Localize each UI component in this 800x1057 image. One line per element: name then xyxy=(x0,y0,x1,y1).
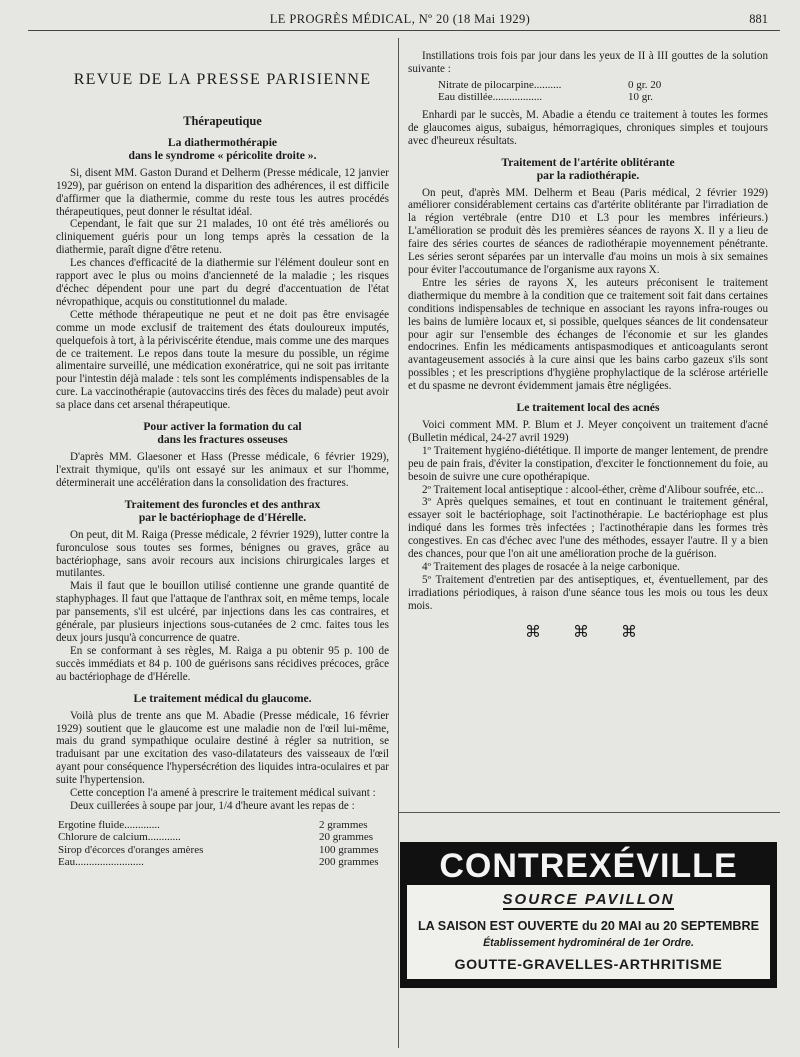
paragraph: 1º Traitement hygiéno-diététique. Il importe de manger lentement, de prendre peu de pain frais, d'éviter la constipation, d'exciter le fonctionnement du foie, au besoin de suivre une cure opothérapique. xyxy=(408,444,768,483)
article-title-line: La diathermothérapie xyxy=(167,135,278,149)
paragraph: Voici comment MM. P. Blum et J. Meyer conçoivent un traitement d'acné (Bulletin médical, 24-27 avril 1929) xyxy=(408,419,768,444)
column-divider xyxy=(398,38,399,1048)
drug-dose: 2 grammes xyxy=(319,818,368,831)
advert-season: LA SAISON EST OUVERTE du 20 MAI au 20 SEPTEMBRE xyxy=(417,919,760,933)
paragraph: On peut, d'après MM. Delherm et Beau (Paris médical, 2 février 1929) améliorer considérablement certains cas d'artérite oblitérante par l'irradiation de la région vertébrale (entre D10 et L3 pour les membres inférieurs.) L'amélioration se produit dès les premières séances de rayons X. Il y a lieu de faire des séries courtes de séances de radiothérapie moyennement pénétrante. Les séries seront séparées par un intervalle d'au moins un mois à six semaines pour éviter l'accoutumance de l'organisme aux rayons X. xyxy=(408,186,768,276)
prescription-table xyxy=(58,819,389,869)
paragraph: Cette méthode thérapeutique ne peut et ne doit pas être envisagée comme un mode exclusif de traitement des états douloureux imputés, quelquefois à tort, à la périviscérite étendue, mais comme une des marques de ce traitement. Le repos dans toute la mesure du possible, un régime alimentaire surveillé, une médication exonératrice, qui ne soit pas irritante pour l'intestin déjà malade : tels sont les compléments indispensables de la cure. La vaccinothérapie (autovaccins tirés des fèces du malade) peut avoir sa place dans cet arsenal thérapeutique. xyxy=(56,308,389,412)
advert-source xyxy=(407,891,770,908)
paragraph: Mais il faut que le bouillon utilisé contienne une grande quantité de staphyphages. Il faut que l'attaque de l'anthrax soit, en même temps, locale par pansements, s'il est ulcéré, par injections dans les cas contraires, et générale, par plusieurs injections sous-cutanées de 2 cmc. faites tous les deux jours jusqu'à concurrence de quatre. xyxy=(56,580,389,644)
drug-name: Ergotine fluide............. xyxy=(58,818,160,831)
article-title-acnes xyxy=(408,401,768,414)
article-title-line: Traitement de l'artérite oblitérante xyxy=(501,155,675,169)
advert-rule xyxy=(398,812,780,813)
paragraph: Instillations trois fois par jour dans les yeux de II à III gouttes de la solution suivante : xyxy=(408,50,768,75)
paragraph: D'après MM. Glaesoner et Hass (Presse médicale, 6 février 1929), l'extrait thymique, qu'ils ont essayé sur les animaux et sur l'homme, déterminerait une accélération dans la consolidation des fractures. xyxy=(56,451,389,489)
advert-establishment: Établissement hydrominéral de 1er Ordre. xyxy=(483,937,694,949)
article-title-furoncles xyxy=(56,498,389,524)
right-column xyxy=(408,50,768,640)
article-title-line: par le bactériophage de d'Hérelle. xyxy=(138,510,307,524)
drug-name: Nitrate de pilocarpine.......... xyxy=(438,78,562,91)
revue-title: REVUE DE LA PRESSE PARISIENNE xyxy=(73,71,372,88)
drug-dose: 20 grammes xyxy=(319,831,374,844)
paragraph: Deux cuillerées à soupe par jour, 1/4 d'heure avant les repas de : xyxy=(70,799,355,812)
paragraph: Les chances d'efficacité de la diathermie sur l'élément douleur sont en rapport avec le plus ou moins d'ancienneté de la maladie ; les risques d'échec dépendent pour une part du degré d'accentuation de l'état névropathique, acquis ou constitutionnel du malade. xyxy=(56,257,389,308)
drug-name: Eau......................... xyxy=(58,856,144,869)
paragraph: Enhardi par le succès, M. Abadie a étendu ce traitement à toutes les formes de glaucomes aigus, subaigus, hémorragiques, chroniques simples et toujours avec d'heureux résultats. xyxy=(408,108,768,147)
paragraph: 3º Après quelques semaines, et tout en continuant le traitement général, essayer soit le bactériophage, soit l'actinothérapie. Le bactériophage est plus indiqué dans les formes très infectées ; l'actinothérapie dans les formes très congestives. En cas d'échec avec l'une des méthodes, essayer l'autre. Il y a bien des chances, pour que l'on ait une amélioration proche de la guérison. xyxy=(408,496,768,561)
left-column xyxy=(56,42,389,869)
article-title-glaucome xyxy=(56,692,389,705)
prescription-row xyxy=(58,831,389,844)
paragraph: 4º Traitement des plages de rosacée à la neige carbonique. xyxy=(422,561,680,573)
contrexeville-advert xyxy=(400,842,777,988)
article-title-diathermie xyxy=(56,136,389,162)
paragraph: 2º Traitement local antiseptique : alcool-éther, crème d'Alibour soufrée, etc... xyxy=(422,483,764,496)
solution-row xyxy=(438,91,698,104)
paragraph: Si, disent MM. Gaston Durand et Delherm (Presse médicale, 12 janvier 1929), par guérison on entend la disparition des adhérences, il est difficile d'affirmer que la diathermie, comme du reste tous les autres procédés thérapeutiques, peut donner le résultat idéal. xyxy=(56,166,389,218)
prescription-row xyxy=(58,856,389,869)
paragraph: 5º Traitement d'entretien par des antiseptiques, et, éventuellement, par des irradiations périodiques, à raison d'une séance tous les mois ou tous les deux mois. xyxy=(408,573,768,612)
article-title-line: par la radiothérapie. xyxy=(536,168,640,182)
paragraph: Cependant, le fait que sur 21 malades, 10 ont été très améliorés ou cliniquement guéris pour un long temps après la cessation de la diathermie, paraît digne d'être retenu. xyxy=(56,218,389,257)
advert-brand: CONTREXÉVILLE xyxy=(439,847,738,885)
running-header xyxy=(0,6,800,32)
drug-name: Eau distillée.................. xyxy=(438,91,543,104)
drug-name: Sirop d'écorces d'oranges amères xyxy=(58,843,204,856)
article-title-fractures xyxy=(56,420,389,446)
article-title-line: dans le syndrome « péricolite droite ». xyxy=(128,148,317,162)
drug-dose: 200 grammes xyxy=(319,856,379,869)
article-title-line: Le traitement médical du glaucome. xyxy=(133,691,312,705)
drug-name: Chlorure de calcium............ xyxy=(58,831,181,844)
article-title-line: Le traitement local des acnés xyxy=(516,401,660,415)
prescription-row xyxy=(58,844,389,857)
paragraph: On peut, dit M. Raiga (Presse médicale, 2 février 1929), lutter contre la furonculose sous toutes ses formes, bénignes ou graves, grâce au bactériophage, sans avoir recours aux incisions chirurgicales larges et mutilantes. xyxy=(56,528,389,580)
advert-source-text: SOURCE PAVILLON xyxy=(502,891,675,908)
advert-panel xyxy=(407,885,770,979)
header-rule xyxy=(28,30,780,31)
solution-row xyxy=(438,79,698,92)
drug-dose: 10 gr. xyxy=(628,91,654,104)
article-title-line: dans les fractures osseuses xyxy=(157,433,288,447)
advert-tagline: GOUTTE-GRAVELLES-ARTHRITISME xyxy=(454,957,723,973)
drug-dose: 0 gr. 20 xyxy=(628,78,662,91)
drug-dose: 100 grammes xyxy=(319,843,379,856)
solution-table xyxy=(438,79,698,104)
prescription-row xyxy=(58,819,389,832)
paragraph: Cette conception l'a amené à prescrire le traitement médical suivant : xyxy=(70,787,376,800)
running-head-title: LE PROGRÈS MÉDICAL, Nº 20 (18 Mai 1929) xyxy=(269,12,531,26)
paragraph: En se conformant à ses règles, M. Raiga a pu obtenir 95 p. 100 de succès immédiats et 84 p. 100 de guérisons sans récidives précoces, grâce au bactériophage de d'Hérelle. xyxy=(56,644,389,683)
article-title-line: Pour activer la formation du cal xyxy=(143,420,302,434)
paragraph: Entre les séries de rayons X, les auteurs préconisent le traitement diathermique du membre à la condition que ce traitement soit fait dans certaines conditions indispensables de technique en associant les rayons infra-rouges ou les bains de lumière locaux et, si possible, quelques séances de lit condensateur pour agir sur l'ensemble des échanges de l'économie et sur les glandes endocrines. Enfin les médicaments antispasmodiques et anticoagulants seront avantageusement associés à la cure ainsi que les bains carbo gazeux s'ils sont possibles ; et les prescriptions d'hygiène prophylactique de la sclérose artérielle et du spasme ne devront évidemment jamais être négligées. xyxy=(408,276,768,393)
paragraph: Voilà plus de trente ans que M. Abadie (Presse médicale, 16 février 1929) soutient que le glaucome est une maladie non de l'œil lui-même, mais du grand sympathique oculaire destiné à régler sa nutrition, se traduisant par une excitation des vaso-dilatateurs des vaisseaux de l'œil ayant pour conséquence l'hypersécrétion des liquides intra-oculaires et par suite l'hypertension. xyxy=(56,709,389,787)
article-title-line: Traitement des furoncles et des anthrax xyxy=(124,497,321,511)
section-title: Thérapeutique xyxy=(183,113,262,128)
article-title-arterite xyxy=(408,156,768,182)
page-number: 881 xyxy=(749,12,768,26)
ornament-icon: ⌘ ⌘ ⌘ xyxy=(525,623,651,641)
